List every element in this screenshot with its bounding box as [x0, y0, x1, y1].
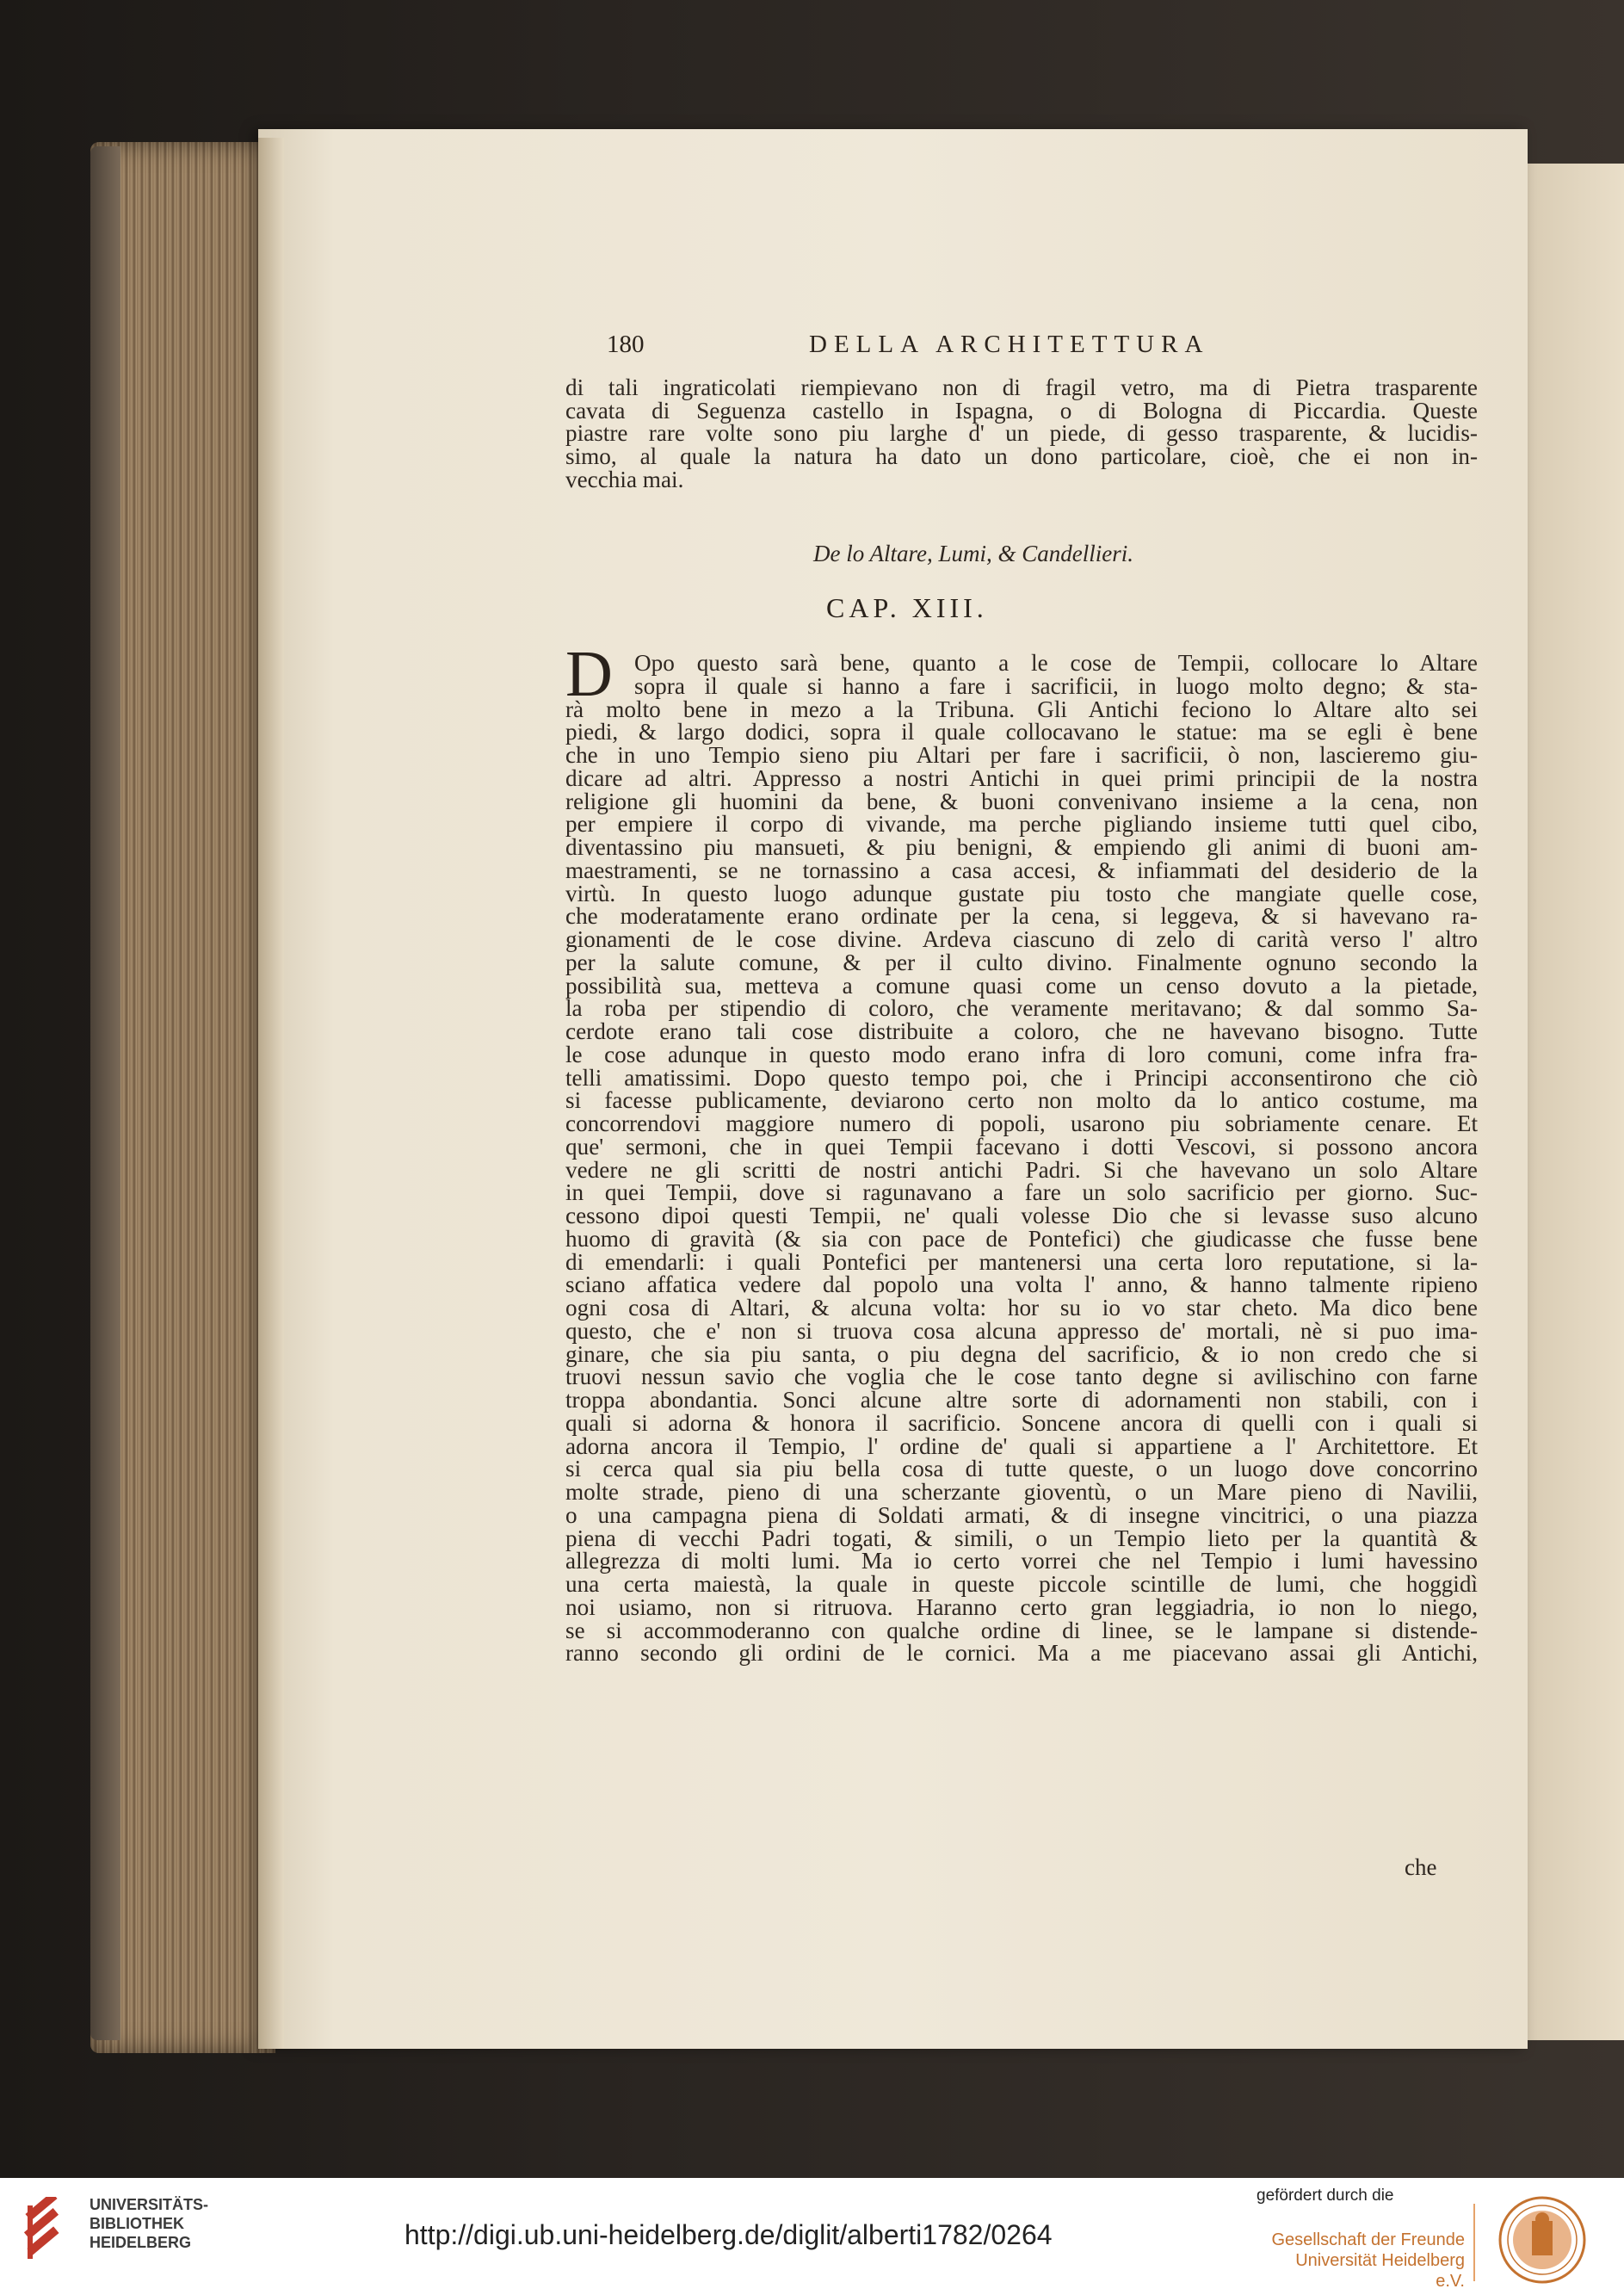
- permalink-url[interactable]: http://digi.ub.uni-heidelberg.de/diglit/alberti1782/0264: [404, 2219, 1053, 2250]
- running-head: [607, 331, 1261, 365]
- text-line: possibilità sua, metteva a comune quasi come un censo dovuto a la pietade,: [565, 972, 1478, 999]
- text-line: vedere ne gli scritti de nostri antichi Padri. Si che havevano un solo Altare: [565, 1156, 1478, 1183]
- text-line: una certa maiestà, la quale in queste piccole scintille de lumi, che hoggidì: [565, 1571, 1478, 1597]
- text-line: cessono dipoi questi Tempii, ne' quali volesse Dio che si levasse suso alcuno: [565, 1203, 1478, 1228]
- text-line: adorna ancora il Tempio, l' ordine de' quali si appartiene a l' Architettore. Et: [565, 1432, 1478, 1459]
- sponsor-divider: [1473, 2204, 1475, 2281]
- text-line: truovi nessun savio che voglia che le cose tanto degne si avilischino con farne: [565, 1364, 1478, 1390]
- drop-cap: D: [565, 638, 613, 710]
- text-line: o una campagna piena di Soldati armati, & di insegne vincitrici, o una piazza: [565, 1501, 1478, 1528]
- text-line: allegrezza di molti lumi. Ma io certo vorrei che nel Tempio i lumi havessino: [565, 1548, 1478, 1574]
- library-name: [90, 2195, 208, 2252]
- facing-page-edge: [1523, 164, 1624, 2040]
- text-line: molte strade, pieno di una scherzante gioventù, o un Mare pieno di Navilii,: [565, 1479, 1478, 1505]
- sponsor-label: gefördert durch die: [1257, 2187, 1394, 2205]
- text-line: sopra il quale si hanno a fare i sacrificii, in luogo molto degno; & sta-: [634, 672, 1478, 699]
- text-line: la roba per stipendio di coloro, che veramente meritavano; & dal sommo Sa-: [565, 995, 1478, 1022]
- text-line: rà molto bene in mezo a la Tribuna. Gli Antichi feciono lo Altare alto sei: [565, 696, 1478, 722]
- catchword: che: [1405, 1854, 1437, 1880]
- library-name-line: HEIDELBERG: [90, 2234, 192, 2251]
- text-line: que' sermoni, che in quei Tempii facevano i dotti Vescovi, si possono ancora: [565, 1133, 1478, 1160]
- text-line: cerdote erano tali cose distribuite a coloro, che ne havevano bisogno. Tutte: [565, 1018, 1478, 1044]
- text-line: le cose adunque in questo modo erano infra di loro comuni, come infra fra-: [565, 1041, 1478, 1067]
- page-gutter: [258, 138, 284, 2049]
- text-line: si cerca qual sia piu bella cosa di tutte queste, o un luogo dove concorrino: [565, 1456, 1478, 1482]
- text-line: per empiere il corpo di vivande, ma perche pigliando insieme tutti quel cibo,: [565, 811, 1478, 838]
- text-line: dicare ad altri. Appresso a nostri Antichi in quei primi principii de la nostra: [565, 764, 1478, 791]
- text-line: questo, che e' non si truova cosa alcuna appresso de' mortali, nè si puo ima-: [565, 1317, 1478, 1344]
- text-line: maestramenti, se ne tornassino a casa accesi, & infiammati del desiderio de la: [565, 857, 1478, 883]
- text-line: ogni cosa di Altari, & alcuna volta: hor su io vo star cheto. Ma dico bene: [565, 1295, 1478, 1321]
- text-line: religione gli huomini da bene, & buoni convenivano insieme a la cena, non: [565, 788, 1478, 814]
- text-line: troppa abondantia. Sonci alcune altre sorte di adornamenti non stabili, con i: [565, 1387, 1478, 1413]
- text-line: vecchia mai.: [565, 466, 684, 492]
- footer-bar: [0, 2178, 1624, 2295]
- text-line: virtù. In questo luogo adunque gustate piu tosto che mangiate quelle cose,: [565, 880, 1478, 906]
- sponsor-name: [1265, 2230, 1465, 2292]
- text-line: piena di vecchi Padri togati, & simili, o un Tempio lieto per la quantità &: [565, 1525, 1478, 1551]
- text-line: huomo di gravità (& sia con pace de Pontefici) che giudicasse che fusse bene: [565, 1225, 1478, 1252]
- text-line: piedi, & largo dodici, sopra il quale collocavano le statue: ma se egli è bene: [565, 719, 1478, 745]
- text-line: se si accommoderanno con qualche ordine di linee, se le lampane si distende-: [565, 1617, 1478, 1643]
- text-line: sciano affatica vedere dal popolo una volta l' anno, & hanno talmente ripieno: [565, 1271, 1478, 1298]
- text-line: simo, al quale la natura ha dato un dono particolare, cioè, che ei non in-: [565, 443, 1478, 470]
- text-line: noi usiamo, non si ritruova. Haranno certo gran leggiadria, io non lo niego,: [565, 1593, 1478, 1620]
- text-line: in quei Tempii, dove si ragunavano a fare un solo sacrificio per giorno. Suc-: [565, 1179, 1478, 1206]
- text-line: che in uno Tempio sieno piu Altari per fare i sacrificii, ò non, lascieremo giu-: [565, 742, 1478, 768]
- page-number: 180: [607, 331, 645, 358]
- university-seal-icon: [1497, 2195, 1587, 2285]
- library-name-line: BIBLIOTHEK: [90, 2215, 184, 2232]
- text-line: telli amatissimi. Dopo questo tempo poi, che i Principi acconsentirono che ciò: [565, 1064, 1478, 1091]
- sponsor-name-line: Universität Heidelberg e.V.: [1295, 2251, 1465, 2291]
- text-line: ranno secondo gli ordini de le cornici. Ma a me piacevano assai gli Antichi,: [565, 1640, 1478, 1667]
- ub-logo-icon: [19, 2197, 72, 2266]
- text-line: quali si adorna & honora il sacrificio. Soncene ancora di quelli con i quali si: [565, 1409, 1478, 1436]
- text-line: si facesse publicamente, deviarono certo non molto da lo antico costume, ma: [565, 1087, 1478, 1114]
- text-line: diventassino piu mansueti, & piu benigni, & empiendo gli animi di buoni am-: [565, 834, 1478, 860]
- text-line: di emendarli: i quali Pontefici per mantenersi una certa loro reputatione, si la-: [565, 1248, 1478, 1275]
- top-paragraph: [565, 376, 1478, 491]
- text-line: che moderatamente erano ordinate per la cena, si leggeva, & si havevano ra-: [565, 903, 1478, 930]
- text-line: cavata di Seguenza castello in Ispagna, o di Bologna di Piccardia. Queste: [565, 397, 1478, 424]
- chapter-body: [565, 652, 1478, 1665]
- text-line: Opo questo sarà bene, quanto a le cose de Tempii, collocare lo Altare: [634, 650, 1478, 676]
- text-line: per la salute comune, & per il culto divino. Finalmente ognuno secondo la: [565, 949, 1478, 975]
- running-head-title: DELLA ARCHITETTURA: [809, 331, 1210, 358]
- section-subheading: De lo Altare, Lumi, & Candellieri.: [813, 541, 1133, 566]
- text-line: piastre rare volte sono piu larghe d' un piede, di gesso trasparente, & lucidis-: [565, 420, 1478, 447]
- text-line: concorrendovi maggiore numero di popoli, usarono piu sobriamente cenare. Et: [565, 1110, 1478, 1136]
- text-line: gionamenti de le cose divine. Ardeva ciascuno di zelo di carità verso l' altro: [565, 926, 1478, 952]
- text-line: ginare, che sia piu santa, o piu degna del sacrificio, & io non credo che si: [565, 1340, 1478, 1367]
- library-name-line: UNIVERSITÄTS-: [90, 2196, 209, 2213]
- book-spine: [90, 146, 120, 2040]
- chapter-heading: CAP. XIII.: [826, 592, 988, 623]
- text-line: di tali ingraticolati riempievano non di fragil vetro, ma di Pietra trasparente: [565, 374, 1478, 400]
- sponsor-name-line: Gesellschaft der Freunde: [1271, 2230, 1465, 2249]
